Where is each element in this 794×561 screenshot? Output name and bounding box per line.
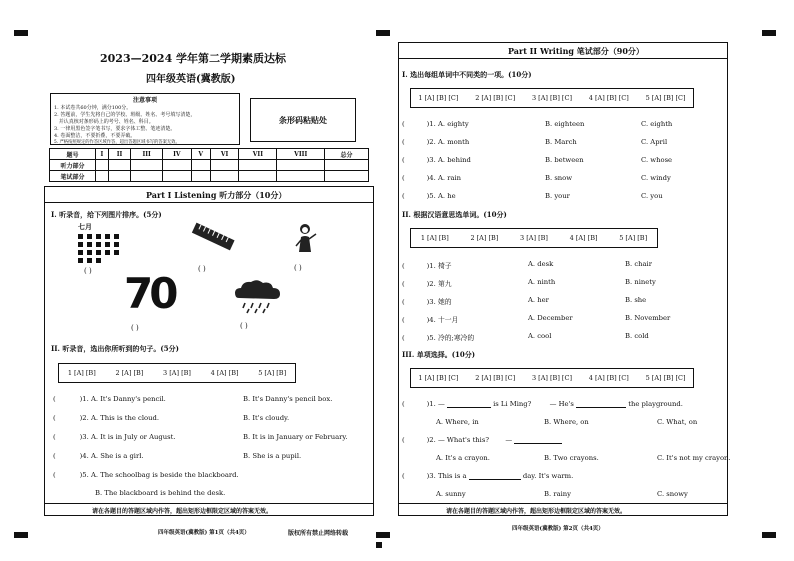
option-c: C. April	[641, 138, 668, 146]
alignment-mark	[762, 30, 776, 36]
option-b: B. Where, on	[544, 418, 589, 426]
option-a: A. December	[528, 314, 573, 322]
option-b: B. It is in January or February.	[243, 433, 348, 441]
answer-paren: ( )	[294, 264, 302, 272]
question-row: ( )3. This is a day. It's warm.	[402, 472, 574, 480]
answer-choice[interactable]: 4 [A] [B]	[210, 369, 239, 377]
answer-choice[interactable]: 5 [A] [B]	[258, 369, 287, 377]
option-a: A. ninth	[528, 278, 556, 286]
answer-choice[interactable]: 3 [A] [B] [C]	[531, 374, 572, 382]
option-b: B. November	[625, 314, 671, 322]
question-number: )4.	[79, 452, 89, 460]
answer-area-warning: 请在各题目的答题区域内作答，超出矩形边框限定区域的答案无效。	[446, 508, 627, 515]
question-row: ( )2. A. month	[402, 138, 470, 146]
exam-title-year: 2023—2024 学年第二学期素质达标	[100, 52, 287, 65]
answer-choices	[58, 363, 296, 383]
option-b: B. It's cloudy.	[243, 414, 290, 422]
number-70-picture: 70	[124, 269, 175, 318]
option-b: B. snow	[545, 174, 573, 182]
barcode-label: 条形码粘贴处	[279, 114, 327, 125]
question-row: ( )4. A. She is a girl.	[53, 452, 144, 460]
question-row: ( )4. A. rain	[402, 174, 462, 182]
question-row: ( )1. 椅子	[402, 262, 452, 270]
option-b: B. ninety	[625, 278, 656, 286]
score-row-label: 听力部分	[50, 160, 96, 171]
answer-choice[interactable]: 3 [A] [B] [C]	[531, 94, 572, 102]
option-b: B. March	[545, 138, 577, 146]
question-row: ( )5. A. The schoolbag is beside the blackboard.	[53, 471, 239, 479]
option-c: C. windy	[641, 174, 671, 182]
option-a: A. This is the cloud.	[90, 414, 160, 422]
copyright-notice: 版权所有禁止网络转载	[288, 530, 349, 537]
answer-choice[interactable]: 3 [A] [B]	[520, 234, 548, 242]
answer-choice[interactable]: 4 [A] [B] [C]	[588, 374, 629, 382]
question-row: ( )1. A. It's Danny's pencil.	[53, 395, 166, 403]
page-footer: 四年级英语(冀教版) 第1页（共4页）	[158, 530, 250, 536]
notice-line: 并认真核对条形码上的考号、姓名、科目。	[54, 119, 154, 125]
notice-line: 5. 严格按照规定的作答区域作答，超出答题区域书写的答案无效。	[54, 140, 180, 145]
option-b: B. The blackboard is behind the desk.	[95, 489, 226, 497]
answer-choices	[410, 228, 658, 248]
option-c: C. snowy	[657, 490, 688, 498]
option-b: B. she	[625, 296, 647, 304]
writing-section1-title: I. 选出每组单词中不同类的一项。(10分)	[402, 70, 532, 79]
answer-choice[interactable]: 4 [A] [B] [C]	[588, 94, 629, 102]
answer-choice[interactable]: 1 [A] [B] [C]	[418, 94, 459, 102]
answer-choice[interactable]: 5 [A] [B] [C]	[645, 94, 686, 102]
option-a: A. cool	[528, 332, 552, 340]
question-row: ( )3. A. behind	[402, 156, 471, 164]
score-row-label: 笔试部分	[50, 171, 96, 182]
part2-title: Part II Writing 笔试部分（90分）	[508, 46, 644, 56]
notice-line: 1. 本试卷共60分钟，满分100分。	[54, 105, 132, 111]
option-c: C. eighth	[641, 120, 673, 128]
answer-choices	[410, 88, 694, 108]
score-header-cell: VIII	[277, 149, 325, 160]
answer-choice[interactable]: 3 [A] [B]	[163, 369, 191, 377]
score-header-cell: VII	[239, 149, 277, 160]
answer-choice[interactable]: 2 [A] [B] [C]	[475, 94, 516, 102]
answer-choice[interactable]: 2 [A] [B] [C]	[475, 374, 516, 382]
answer-choice[interactable]: 2 [A] [B]	[470, 234, 499, 242]
answer-choice[interactable]: 5 [A] [B] [C]	[645, 374, 686, 382]
option-a: A. She is a girl.	[90, 452, 144, 460]
option-a: A. desk	[528, 260, 554, 268]
score-header-cell: VI	[210, 149, 239, 160]
question-row: ( )1. A. eighty	[402, 120, 469, 128]
writing-section3-title: III. 单项选择。(10分)	[402, 350, 476, 359]
question-row: ( )2. — What's this? —	[402, 436, 562, 444]
option-a: A. It's a crayon.	[436, 454, 490, 462]
option-c: C. It's not my crayon.	[657, 454, 731, 462]
option-a: A. sunny	[436, 490, 466, 498]
question-row: ( )3. A. It is in July or August.	[53, 433, 176, 441]
question-number: )1.	[79, 395, 89, 403]
rain-cloud-icon	[233, 278, 283, 314]
answer-paren: ( )	[240, 322, 248, 330]
picture-calendar	[76, 222, 126, 266]
notice-line: 4. 卷面整洁，不要折叠，不要弄破。	[54, 133, 136, 139]
option-c: C. whose	[641, 156, 673, 164]
notice-line: 2. 答题前，学生先将自己的学校、班级、姓名、考号填写清楚，	[54, 112, 196, 118]
score-header-cell: I	[96, 149, 109, 160]
question-row: ( )2. 第九	[402, 280, 452, 288]
answer-choice[interactable]: 1 [A] [B] [C]	[418, 374, 459, 382]
answer-choice[interactable]: 2 [A] [B]	[115, 369, 144, 377]
option-b: B. between	[545, 156, 584, 164]
answer-paren: ( )	[131, 324, 139, 332]
question-row: ( )2. A. This is the cloud.	[53, 414, 160, 422]
answer-choice[interactable]: 5 [A] [B]	[619, 234, 648, 242]
score-header-cell: 题号	[50, 149, 96, 160]
question-row: ( )4. 十一月	[402, 316, 459, 324]
answer-choices	[410, 368, 694, 388]
question-row: ( )1. — is Li Ming? — He's the playground.	[402, 400, 683, 408]
alignment-mark	[376, 30, 390, 36]
option-a: A. It is in July or August.	[90, 433, 176, 441]
score-table	[49, 148, 369, 182]
alignment-mark	[762, 532, 776, 538]
notice-line: 3. 一律用黑色签字笔书写，要求字体工整、笔迹清楚。	[54, 126, 176, 132]
option-b: B. cold	[625, 332, 649, 340]
score-table-header	[50, 149, 369, 160]
answer-choice[interactable]: 1 [A] [B]	[67, 369, 96, 377]
alignment-mark	[376, 542, 382, 548]
notice-box	[50, 93, 240, 145]
alignment-mark	[14, 30, 28, 36]
fill-blank[interactable]	[514, 437, 562, 444]
question-row: ( )5. 冷的;寒冷的	[402, 334, 475, 342]
teacher-icon	[292, 222, 318, 256]
option-c: C. you	[641, 192, 663, 200]
option-c: C. What, on	[657, 418, 698, 426]
question-number: )2.	[79, 414, 89, 422]
question-row: ( )3. 她的	[402, 298, 452, 306]
calendar-icon	[76, 232, 122, 266]
option-b: B. rainy	[544, 490, 572, 498]
question-number: )5.	[79, 471, 89, 479]
score-table-row	[50, 160, 369, 171]
calendar-label: 七月	[78, 222, 92, 231]
alignment-mark	[14, 532, 28, 538]
score-header-cell: III	[131, 149, 163, 160]
question-number: )3.	[79, 433, 89, 441]
score-header-cell: II	[108, 149, 130, 160]
score-header-cell: 总分	[324, 149, 368, 160]
exam-title-grade: 四年级英语(冀教版)	[146, 74, 236, 85]
option-b: B. It's Danny's pencil box.	[243, 395, 333, 403]
barcode-area	[250, 98, 356, 142]
ruler-icon	[190, 222, 236, 252]
writing-section2-title: II. 根据汉语意思选单词。(10分)	[402, 210, 507, 219]
option-b: B. chair	[625, 260, 652, 268]
fill-blank[interactable]	[447, 401, 491, 408]
answer-area-warning: 请在各题目的答题区域内作答，超出矩形边框限定区域的答案无效。	[92, 508, 273, 515]
answer-paren: ( )	[84, 267, 92, 275]
question-row: ( )5. A. he	[402, 192, 456, 200]
option-a: A. The schoolbag is beside the blackboard.	[90, 471, 239, 479]
fill-blank[interactable]	[469, 473, 521, 480]
answer-choice[interactable]: 1 [A] [B]	[420, 234, 449, 242]
score-table-row	[50, 171, 369, 182]
option-b: B. Two crayons.	[544, 454, 599, 462]
part1-title: Part I Listening 听力部分（10分）	[146, 190, 287, 200]
listening-section2-title: II. 听录音，选出你所听到的句子。(5分)	[51, 344, 179, 353]
score-header-cell: IV	[163, 149, 192, 160]
option-b: B. She is a pupil.	[243, 452, 302, 460]
notice-title: 注意事项	[132, 97, 157, 104]
option-b: B. your	[545, 192, 570, 200]
fill-blank[interactable]	[576, 401, 626, 408]
option-a: A. It's Danny's pencil.	[90, 395, 166, 403]
option-a: A. Where, in	[436, 418, 479, 426]
score-header-cell: V	[191, 149, 210, 160]
page-footer: 四年级英语(冀教版) 第2页（共4页）	[512, 526, 604, 532]
alignment-mark	[376, 532, 390, 538]
option-b: B. eighteen	[545, 120, 585, 128]
answer-paren: ( )	[198, 265, 206, 273]
listening-section1-title: I. 听录音，给下列图片排序。(5分)	[51, 210, 162, 219]
answer-choice[interactable]: 4 [A] [B]	[569, 234, 598, 242]
option-a: A. her	[528, 296, 549, 304]
